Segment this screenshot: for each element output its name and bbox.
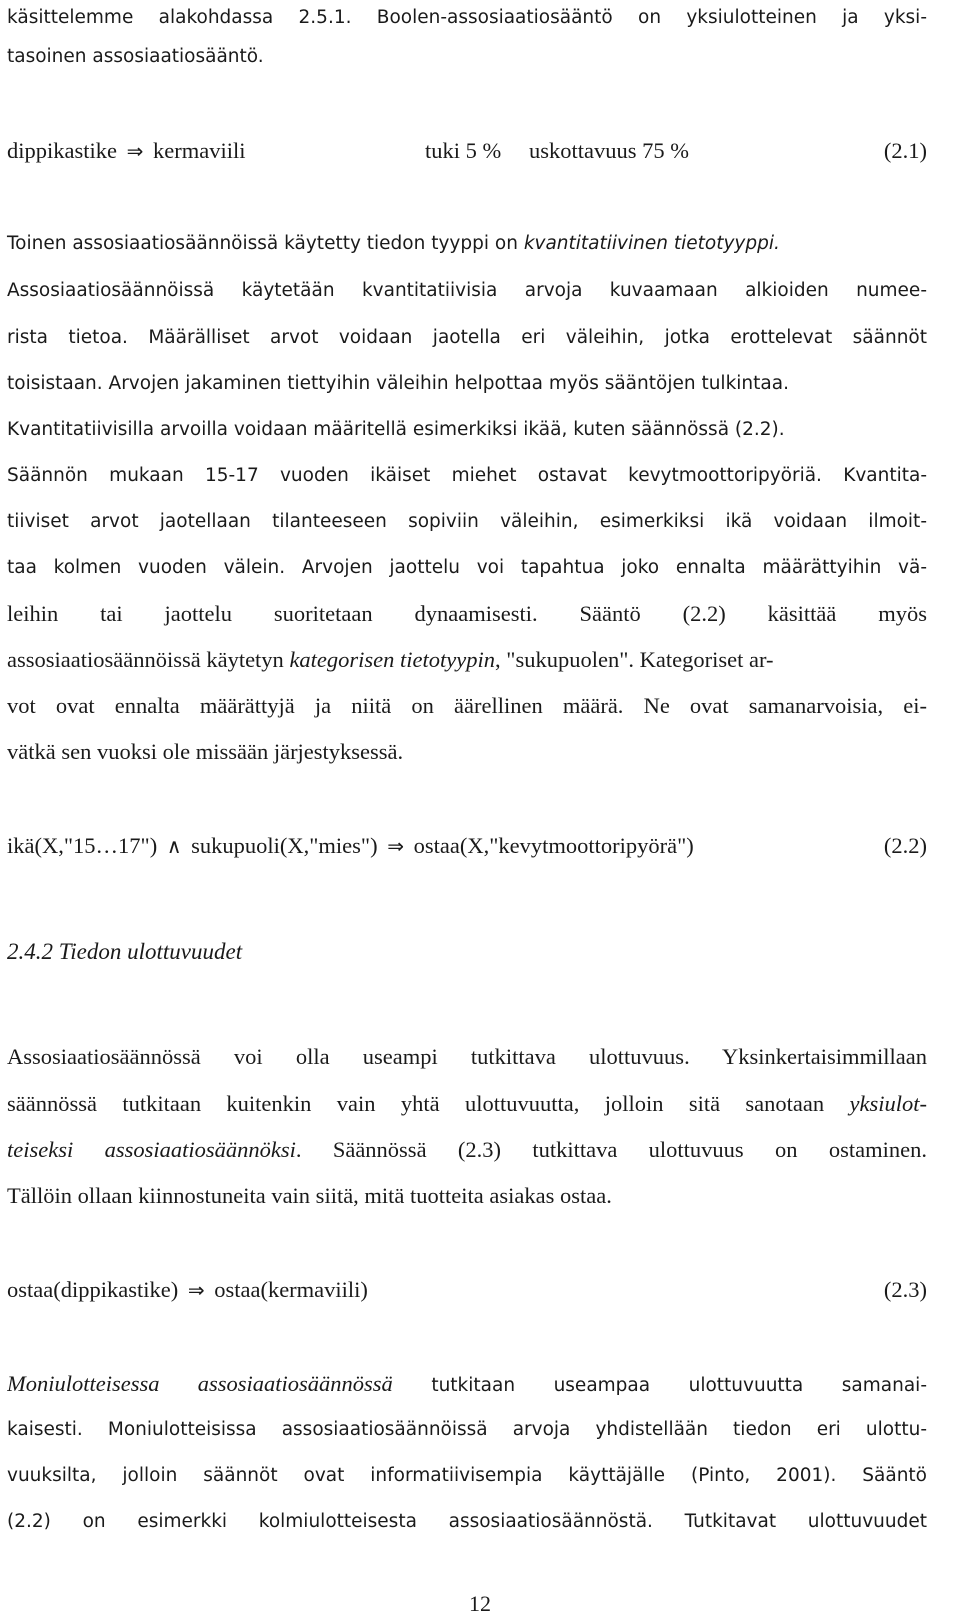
text-span: , "sukupuolen". Kategoriset ar- (495, 647, 774, 672)
text-line: vuuksilta, jolloin säännöt ovat informatiivisempia käyttäjälle (Pinto, 2001). Sääntö (7, 1465, 927, 1486)
text-line: vätkä sen vuoksi ole missään järjestyksessä. (7, 739, 404, 764)
rule-confidence: uskottavuus 75 % (529, 138, 689, 163)
implies-icon: ⇒ (387, 834, 404, 858)
text-line: leihin tai jaottelu suoritetaan dynaamisesti. Sääntö (2.2) käsittää myös (7, 601, 927, 626)
equation-number: (2.1) (883, 138, 927, 163)
text-line: tasoinen assosiaatiosääntö. (7, 46, 264, 67)
text-line: Assosiaatiosäännössä voi olla useampi tutkittava ulottuvuus. Yksinkertaisimmillaan (7, 1044, 927, 1069)
rule-term: sukupuoli(X,"mies") (191, 833, 378, 858)
text-line (7, 230, 927, 258)
italic-term: teiseksi assosiaatiosäännöksi (7, 1137, 296, 1162)
equation-number: (2.2) (883, 833, 927, 858)
page-number: 12 (469, 1591, 491, 1616)
rule-right: kermaviili (153, 138, 246, 163)
text-line (7, 1090, 927, 1118)
text-line: Kvantitatiivisilla arvoilla voidaan määritellä esimerkiksi ikää, kuten säännössä (2.2). (7, 419, 785, 440)
text-line: Assosiaatiosäännöissä käytetään kvantitatiivisia arvoja kuvaamaan alkioiden numee- (7, 280, 927, 301)
rule-term: ikä(X,"15…17") (7, 833, 158, 858)
rule-2-1 (7, 137, 927, 165)
rule-term: ostaa(kermaviili) (214, 1277, 368, 1302)
italic-term: kvantitatiivinen tietotyyppi. (523, 233, 780, 254)
text-span: säännössä tutkitaan kuitenkin vain yhtä ulottuvuutta, jolloin sitä sanotaan (7, 1091, 850, 1116)
italic-term: yksiulot- (849, 1091, 927, 1116)
rule-2-2 (7, 832, 927, 860)
text-line: tiiviset arvot jaotellaan tilanteeseen sopiviin väleihin, esimerkiksi ikä voidaan ilmoit- (7, 511, 927, 532)
italic-term: Moniulotteisessa assosiaatiosäännössä (7, 1371, 393, 1396)
italic-term: kategorisen tietotyypin (289, 647, 496, 672)
text-line: käsittelemme alakohdassa 2.5.1. Boolen-assosiaatiosääntö on yksiulotteinen ja yksi- (7, 7, 927, 28)
text-line: Säännön mukaan 15-17 vuoden ikäiset miehet ostavat kevytmoottoripyöriä. Kvantita- (7, 465, 927, 486)
section-heading: 2.4.2 Tiedon ulottuvuudet (7, 939, 243, 964)
text-line: Tällöin ollaan kiinnostuneita vain siitä, mitä tuotteita asiakas ostaa. (7, 1183, 612, 1208)
text-line: toisistaan. Arvojen jakaminen tiettyihin väleihin helpottaa myös sääntöjen tulkintaa. (7, 373, 789, 394)
text-line: vot ovat ennalta määrättyjä ja niitä on äärellinen määrä. Ne ovat samanarvoisia, ei- (7, 693, 927, 718)
rule-term: ostaa(X,"kevytmoottoripyörä") (413, 833, 694, 858)
rule-term: ostaa(dippikastike) (7, 1277, 179, 1302)
rule-left: dippikastike (7, 138, 117, 163)
text-span: assosiaatiosäännöissä käytetyn (7, 647, 290, 672)
text-line: taa kolmen vuoden välein. Arvojen jaottelu voi tapahtua joko ennalta määrättyihin vä- (7, 557, 927, 578)
text-span: . Säännössä (2.3) tutkittava ulottuvuus on ostaminen. (295, 1137, 927, 1162)
text-span: Toinen assosiaatiosäännöissä käytetty tiedon tyyppi on (7, 233, 524, 254)
text-line (7, 646, 927, 674)
rule-support: tuki 5 % (425, 138, 502, 163)
rule-2-3 (7, 1276, 927, 1304)
implies-icon: ⇒ (187, 1278, 205, 1302)
implies-icon: ⇒ (126, 139, 144, 163)
text-line: kaisesti. Moniulotteisissa assosiaatiosäännöissä arvoja yhdistellään tiedon eri ulottu- (7, 1419, 927, 1440)
text-line (7, 1136, 927, 1164)
text-line (7, 1370, 927, 1398)
text-line: rista tietoa. Määrälliset arvot voidaan jaotella eri väleihin, jotka erottelevat säännöt (7, 327, 927, 348)
equation-number: (2.3) (883, 1277, 927, 1302)
text-span: tutkitaan useampaa ulottuvuutta samanai- (392, 1375, 927, 1396)
text-line: (2.2) on esimerkki kolmiulotteisesta assosiaatiosäännöstä. Tutkitavat ulottuvuudet (7, 1511, 927, 1532)
and-icon: ∧ (166, 834, 182, 858)
